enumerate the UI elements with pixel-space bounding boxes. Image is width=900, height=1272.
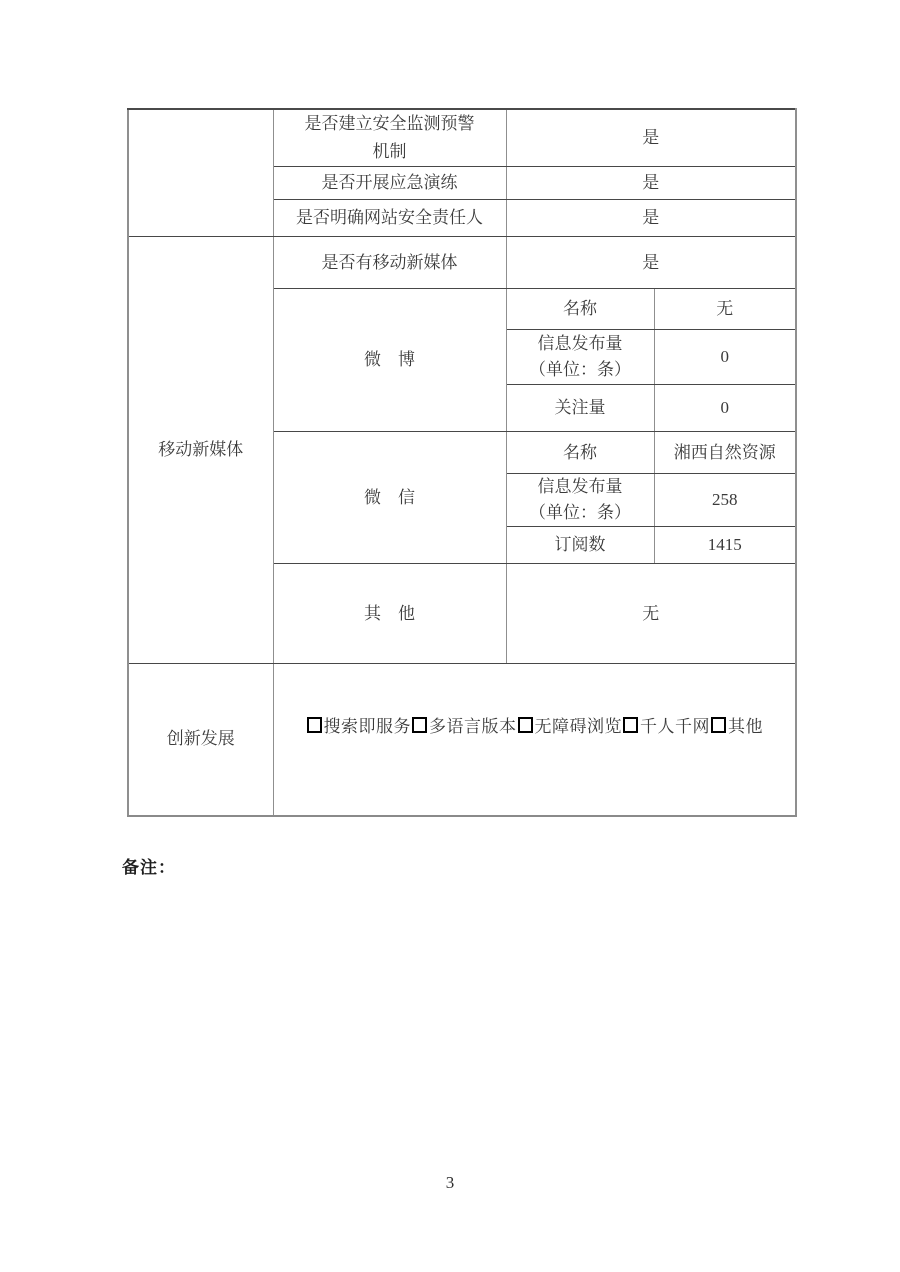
weibo-posts-label-line2: （单位：条） [529,360,631,379]
weibo-posts-value: 0 [654,330,796,385]
page-number: 3 [445,1173,455,1192]
annual-report-table [127,108,797,817]
option-multilingual: 多语言版本 [429,717,517,737]
checkbox-search-as-service-icon[interactable] [307,717,322,733]
weibo-name-value: 无 [654,289,796,330]
has-mobile-media-label: 是否有移动新媒体 [273,237,506,289]
table-row [128,109,796,167]
weibo-posts-label [506,330,654,385]
weibo-name-label: 名称 [506,289,654,330]
emergency-drill-value: 是 [506,167,796,200]
other-media-label: 其 他 [273,564,506,664]
wechat-name-value: 湘西自然资源 [654,432,796,474]
checkbox-multilingual-icon[interactable] [412,717,427,733]
security-monitor-value: 是 [506,109,796,167]
option-search-as-service: 搜索即服务 [323,717,411,737]
remarks-label: 备注： [122,858,176,877]
other-media-value: 无 [506,564,796,664]
option-personalized: 千人千网 [640,717,710,737]
security-officer-value: 是 [506,200,796,237]
weibo-group-label: 微 博 [273,289,506,432]
has-mobile-media-value: 是 [506,237,796,289]
wechat-name-label: 名称 [506,432,654,474]
option-accessibility: 无障碍浏览 [534,717,622,737]
section-cell-innovation: 创新发展 [128,664,273,816]
wechat-group-label: 微 信 [273,432,506,564]
innovation-options-cell [273,664,796,816]
weibo-followers-label: 关注量 [506,385,654,432]
security-monitor-label-text: 是否建立安全监测预警机制 [304,114,475,161]
wechat-subscribers-label: 订阅数 [506,527,654,564]
weibo-posts-label-line1: 信息发布量 [537,334,623,353]
wechat-posts-label-line2: （单位：条） [529,503,631,522]
section-cell-mobile-media: 移动新媒体 [128,237,273,664]
checkbox-accessibility-icon[interactable] [518,717,533,733]
checkbox-personalized-icon[interactable] [623,717,638,733]
weibo-followers-value: 0 [654,385,796,432]
table-row [128,664,796,816]
checkbox-other-icon[interactable] [711,717,726,733]
emergency-drill-label: 是否开展应急演练 [273,167,506,200]
innovation-options-line [274,714,796,740]
table-row [128,237,796,289]
wechat-posts-value: 258 [654,474,796,527]
wechat-posts-label [506,474,654,527]
security-officer-label: 是否明确网站安全责任人 [273,200,506,237]
security-monitor-label [273,109,506,167]
option-other: 其他 [728,717,763,737]
section-cell-continuation [128,109,273,237]
wechat-subscribers-value: 1415 [654,527,796,564]
wechat-posts-label-line1: 信息发布量 [537,477,623,496]
